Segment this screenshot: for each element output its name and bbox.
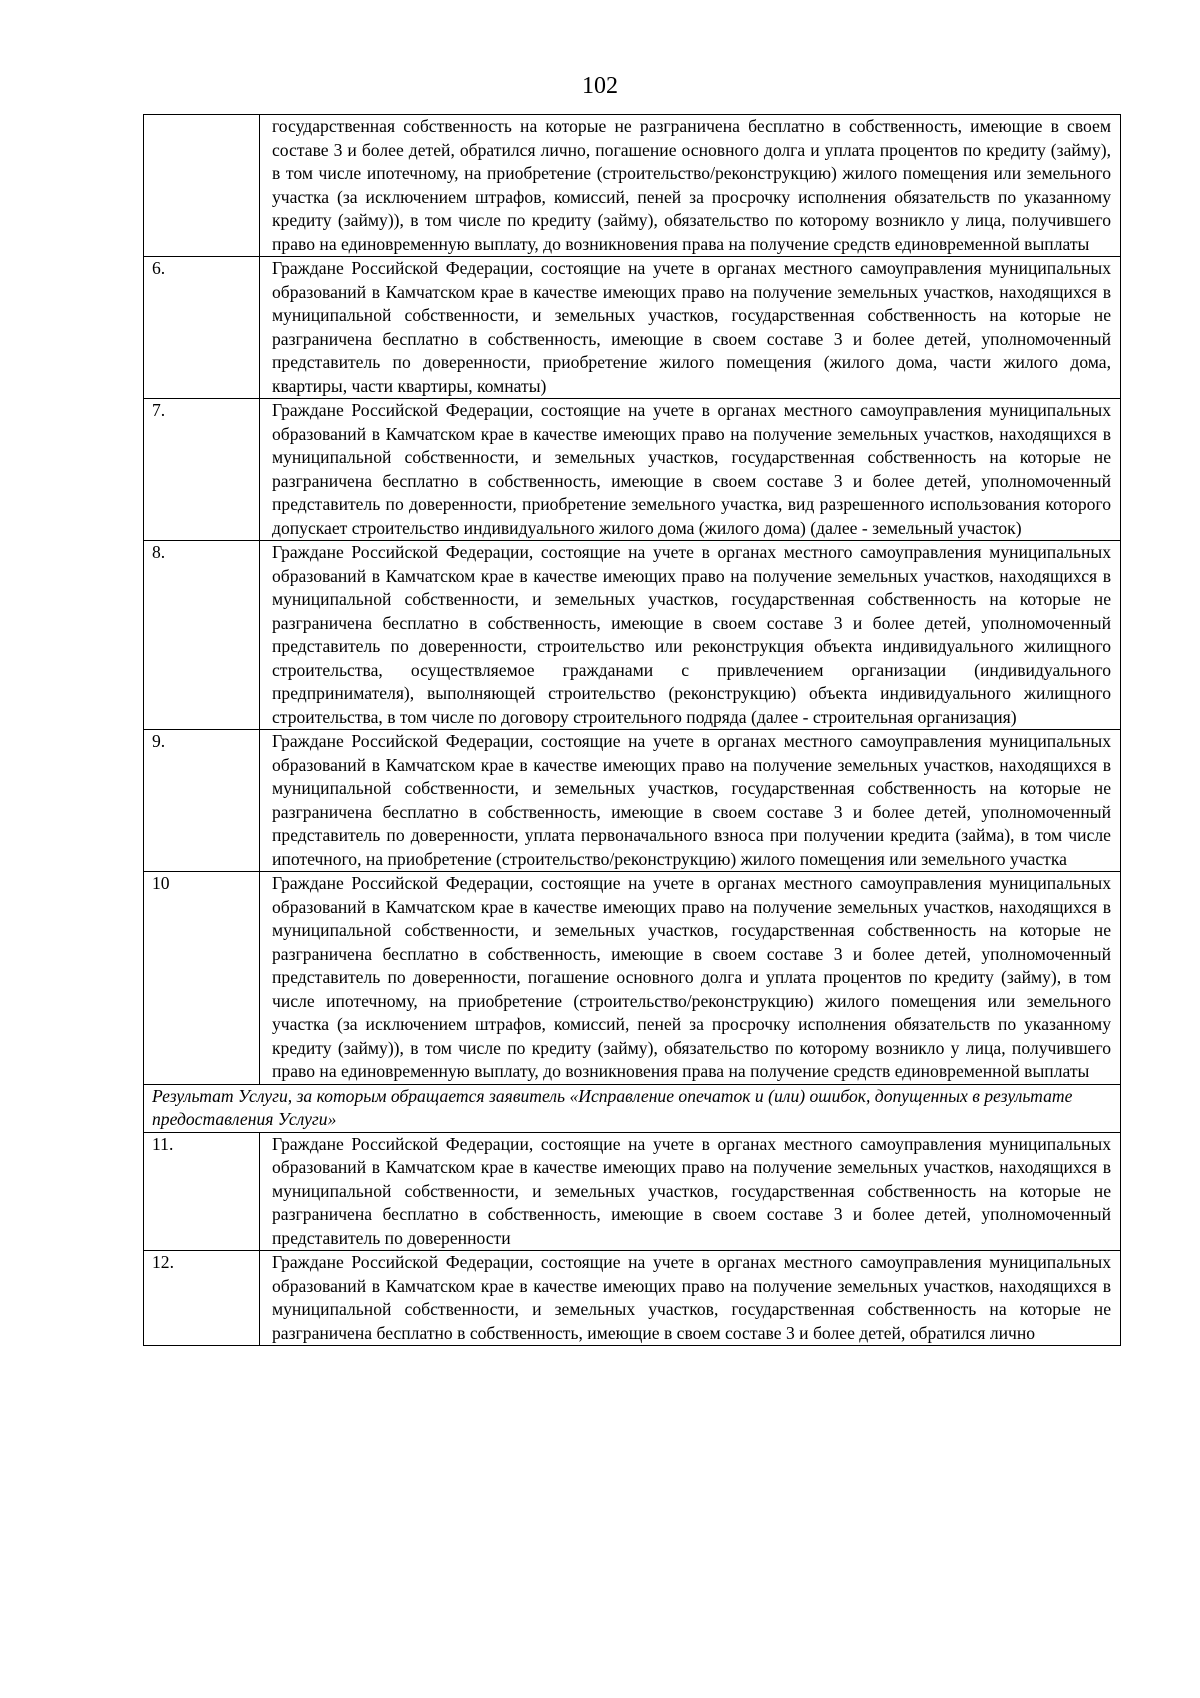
- section-header: Результат Услуги, за которым обращается заявитель «Исправление опечаток и (или) ошибок, допущенных в результате предоставления Услуги»: [144, 1084, 1121, 1132]
- row-number: 8.: [144, 541, 260, 730]
- row-text: Граждане Российской Федерации, состоящие на учете в органах местного самоуправления муниципальных образований в Камчатском крае в качестве имеющих право на получение земельных участков, находящихся в муниципальной собственности, и земельных участков, государственная собственность на которые не разграничена бесплатно в собственность, имеющие в своем составе 3 и более детей, обратился лично: [260, 1251, 1121, 1346]
- row-text: Граждане Российской Федерации, состоящие на учете в органах местного самоуправления муниципальных образований в Камчатском крае в качестве имеющих право на получение земельных участков, находящихся в муниципальной собственности, и земельных участков, государственная собственность на которые не разграничена бесплатно в собственность, имеющие в своем составе 3 и более детей, уполномоченный представитель по доверенности, приобретение земельного участка, вид разрешенного использования которого допускает строительство индивидуального жилого дома (жилого дома) (далее - земельный участок): [260, 399, 1121, 541]
- row-number: 10: [144, 872, 260, 1085]
- row-number: 7.: [144, 399, 260, 541]
- row-number: [144, 115, 260, 257]
- table-row: [144, 541, 1121, 730]
- row-number: 12.: [144, 1251, 260, 1346]
- table-row: [144, 872, 1121, 1085]
- table-row: [144, 115, 1121, 257]
- row-number: 9.: [144, 730, 260, 872]
- variants-table: [143, 114, 1121, 1346]
- row-text: государственная собственность на которые не разграничена бесплатно в собственность, имеющие в своем составе 3 и более детей, обратился лично, погашение основного долга и уплата процентов по кредиту (займу), в том числе ипотечному, на приобретение (строительство/реконструкцию) жилого помещения или земельного участка (за исключением штрафов, комиссий, пеней за просрочку исполнения обязательств по указанному кредиту (займу)), в том числе по кредиту (займу), обязательство по которому возникло у лица, получившего право на единовременную выплату, до возникновения права на получение средств единовременной выплаты: [260, 115, 1121, 257]
- table-row: [144, 1251, 1121, 1346]
- row-text: Граждане Российской Федерации, состоящие на учете в органах местного самоуправления муниципальных образований в Камчатском крае в качестве имеющих право на получение земельных участков, находящихся в муниципальной собственности, и земельных участков, государственная собственность на которые не разграничена бесплатно в собственность, имеющие в своем составе 3 и более детей, уполномоченный представитель по доверенности, погашение основного долга и уплата процентов по кредиту (займу), в том числе ипотечному, на приобретение (строительство/реконструкцию) жилого помещения или земельного участка (за исключением штрафов, комиссий, пеней за просрочку исполнения обязательств по указанному кредиту (займу)), в том числе по кредиту (займу), обязательство по которому возникло у лица, получившего право на единовременную выплату, до возникновения права на получение средств единовременной выплаты: [260, 872, 1121, 1085]
- table-row: [144, 399, 1121, 541]
- section-header-row: [144, 1084, 1121, 1132]
- row-text: Граждане Российской Федерации, состоящие на учете в органах местного самоуправления муниципальных образований в Камчатском крае в качестве имеющих право на получение земельных участков, находящихся в муниципальной собственности, и земельных участков, государственная собственность на которые не разграничена бесплатно в собственность, имеющие в своем составе 3 и более детей, уполномоченный представитель по доверенности, приобретение жилого помещения (жилого дома, части жилого дома, квартиры, части квартиры, комнаты): [260, 257, 1121, 399]
- row-text: Граждане Российской Федерации, состоящие на учете в органах местного самоуправления муниципальных образований в Камчатском крае в качестве имеющих право на получение земельных участков, находящихся в муниципальной собственности, и земельных участков, государственная собственность на которые не разграничена бесплатно в собственность, имеющие в своем составе 3 и более детей, уполномоченный представитель по доверенности, строительство или реконструкция объекта индивидуального жилищного строительства, осуществляемое гражданами с привлечением организации (индивидуального предпринимателя), выполняющей строительство (реконструкцию) объекта индивидуального жилищного строительства, в том числе по договору строительного подряда (далее - строительная организация): [260, 541, 1121, 730]
- row-text: Граждане Российской Федерации, состоящие на учете в органах местного самоуправления муниципальных образований в Камчатском крае в качестве имеющих право на получение земельных участков, находящихся в муниципальной собственности, и земельных участков, государственная собственность на которые не разграничена бесплатно в собственность, имеющие в своем составе 3 и более детей, уполномоченный представитель по доверенности, уплата первоначального взноса при получении кредита (займа), в том числе ипотечного, на приобретение (строительство/реконструкцию) жилого помещения или земельного участка: [260, 730, 1121, 872]
- row-text: Граждане Российской Федерации, состоящие на учете в органах местного самоуправления муниципальных образований в Камчатском крае в качестве имеющих право на получение земельных участков, находящихся в муниципальной собственности, и земельных участков, государственная собственность на которые не разграничена бесплатно в собственность, имеющие в своем составе 3 и более детей, уполномоченный представитель по доверенности: [260, 1132, 1121, 1251]
- table-row: [144, 257, 1121, 399]
- table-row: [144, 730, 1121, 872]
- row-number: 6.: [144, 257, 260, 399]
- table-row: [144, 1132, 1121, 1251]
- row-number: 11.: [144, 1132, 260, 1251]
- page-number: 102: [582, 73, 618, 99]
